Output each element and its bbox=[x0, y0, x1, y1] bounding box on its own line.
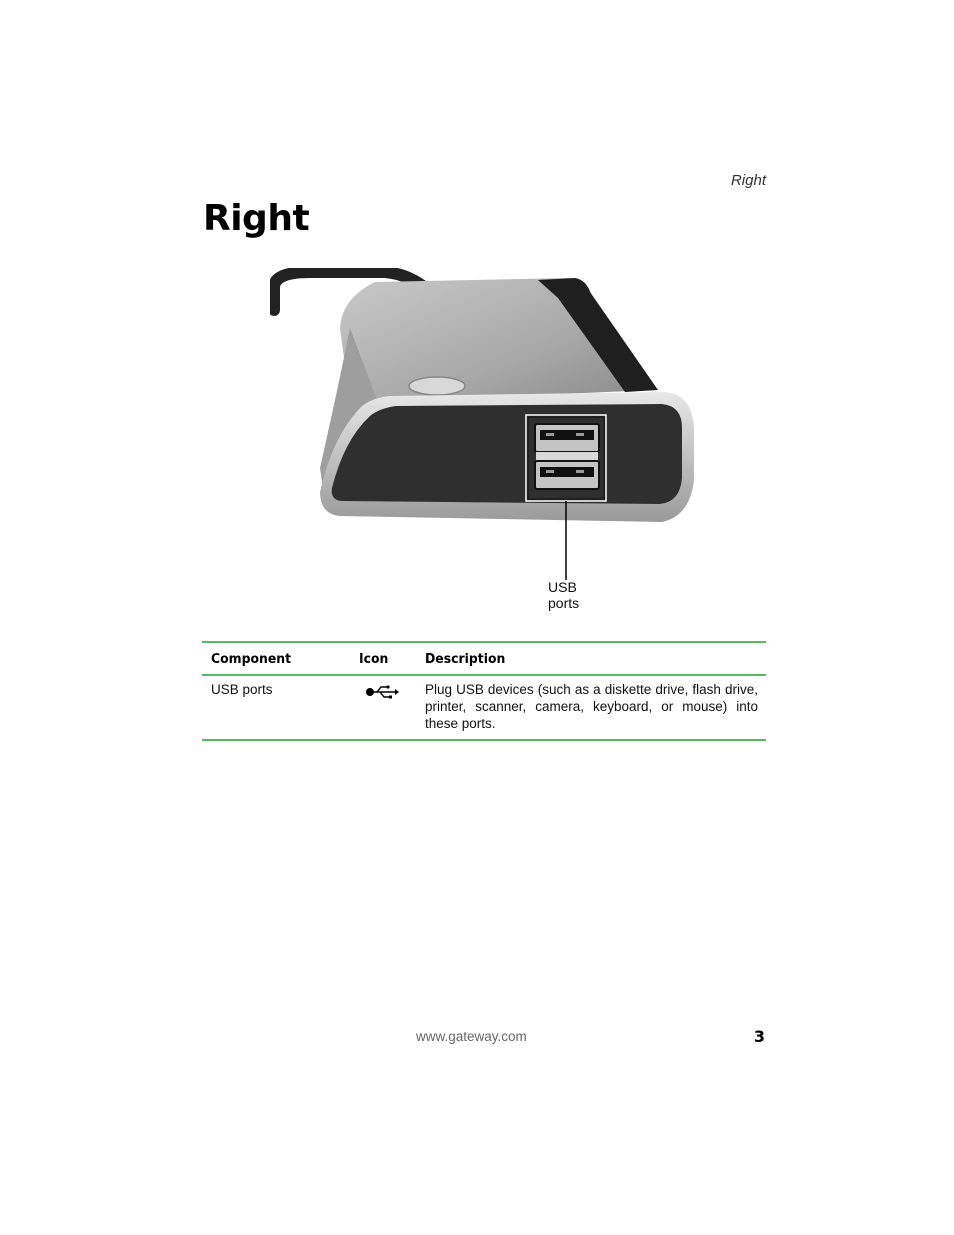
header-icon: Icon bbox=[359, 650, 389, 667]
cell-component: USB ports bbox=[211, 681, 273, 697]
port-replicator-figure bbox=[270, 268, 700, 613]
table-header bbox=[202, 643, 766, 674]
callout-label-usb-ports: USB ports bbox=[548, 579, 580, 611]
header-description: Description bbox=[425, 650, 506, 667]
component-table bbox=[202, 641, 766, 741]
footer-url: www.gateway.com bbox=[416, 1029, 527, 1044]
port-replicator-photo bbox=[270, 268, 700, 613]
table-bottom-rule bbox=[202, 739, 766, 741]
header-component: Component bbox=[211, 650, 292, 667]
page-title: Right bbox=[203, 198, 310, 239]
cell-description: Plug USB devices (such as a diskette drive, flash drive, printer, scanner, camera, keyboard, or mouse) into these ports. bbox=[425, 681, 758, 731]
power-button bbox=[409, 377, 465, 395]
usb-icon bbox=[365, 685, 399, 699]
page-number: 3 bbox=[753, 1027, 765, 1046]
running-head: Right bbox=[730, 172, 766, 189]
front-panel bbox=[332, 404, 682, 504]
table-row bbox=[202, 676, 766, 739]
